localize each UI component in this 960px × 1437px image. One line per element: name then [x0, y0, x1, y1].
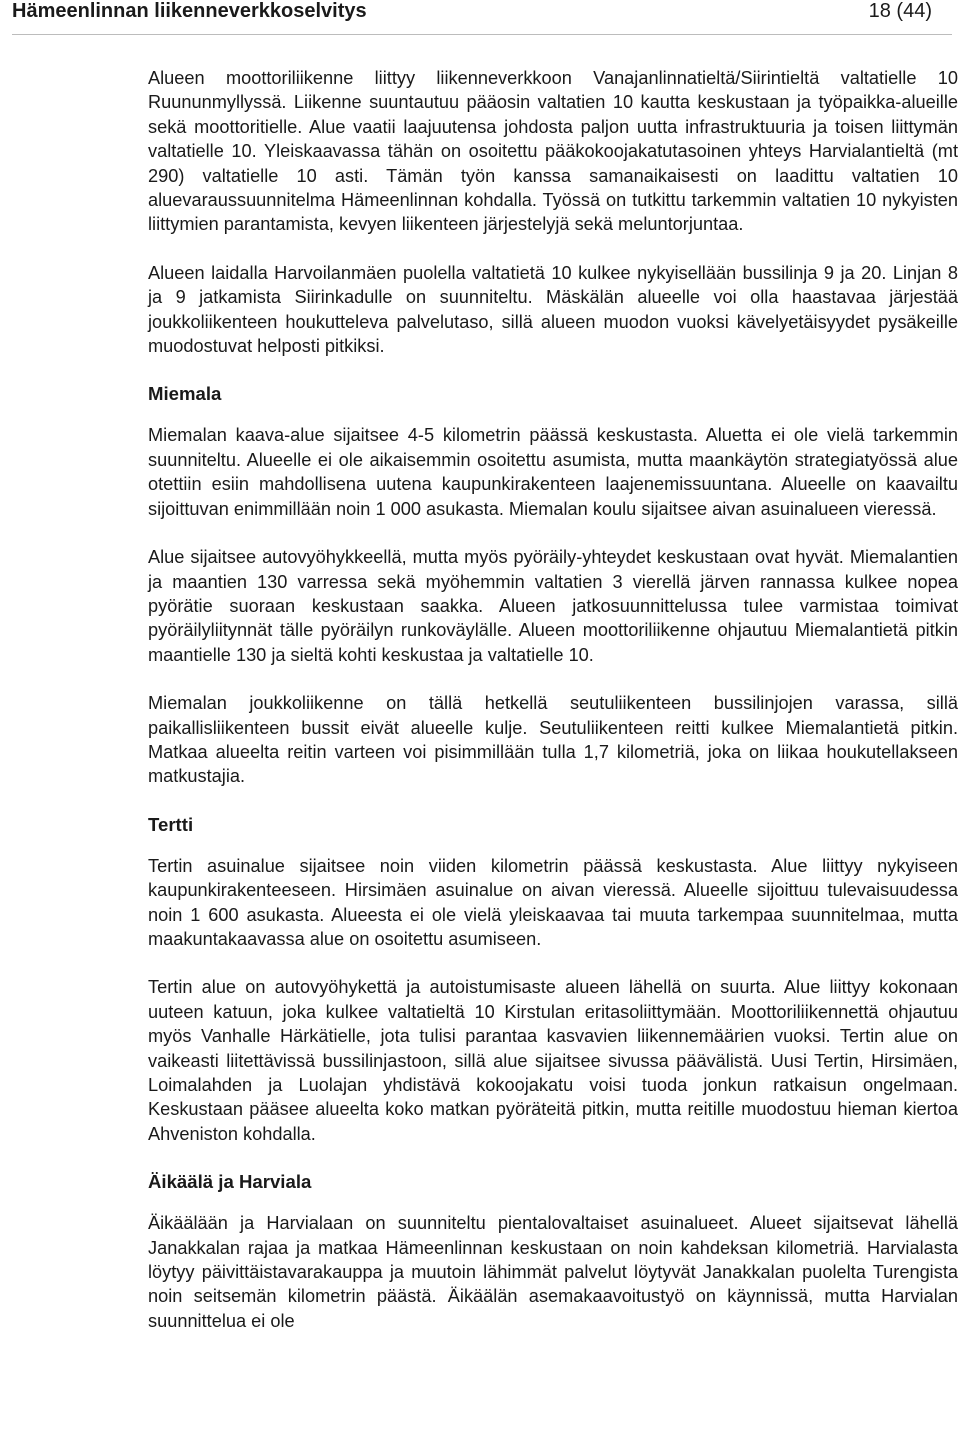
- heading-spacer: [148, 1194, 958, 1211]
- paragraph-miemala-1: Miemalan kaava-alue sijaitsee 4-5 kilometrin päässä keskustasta. Aluetta ei ole vielä tarkemmin suunniteltu. Alueelle ei ole aikaisemmin osoitettu asumista, mutta maankäytön strategiatyössä alue otettiin esiin mahdollisena uutena kaupunkirakenteen laajenemissuuntana. Alueelle on kaavailtu sijoittuvan enimmillään noin 1 000 asukasta. Miemalan koulu sijaitsee aivan asuinalueen vieressä.: [148, 425, 958, 519]
- paragraph-miemala-2: Alue sijaitsee autovyöhykkeellä, mutta myös pyöräily-yhteydet keskustaan ovat hyvät. Miemalantien ja maantien 130 varressa sekä myöhemmin valtatien 3 vierellä järven rannassa kulkee nopea pyörätie suoraan keskustaan saakka. Alueen jatkosuunnittelussa tulee varmistaa toimivat pyöräilyliitynnät tälle pyöräilyn runkoväylälle. Alueen moottoriliikenne ohjautuu Miemalantietä pitkin maantielle 130 ja sieltä kohti keskustaa ja valtatielle 10.: [148, 547, 958, 665]
- section-heading-tertti: Tertti: [148, 813, 194, 835]
- paragraph-spacer: [148, 1146, 958, 1170]
- heading-spacer: [148, 406, 958, 423]
- paragraph-spacer: [148, 358, 958, 382]
- paragraph-aikaala-1: Äikäälään ja Harvialaan on suunniteltu pientalovaltaiset asuinalueet. Alueet sijaitsevat lähellä Janakkalan rajaa ja matkaa Hämeenlinnan keskustaan on noin kahdeksan kilometriä. Harvialasta löytyy päivittäistavarakauppa ja muutoin lähimmät palvelut löytyvät Janakkalan puolelta Turengista noin seitsemän kilometrin päästä. Äikäälän asemakaavoitustyö on käynnissä, mutta Harvialan suunnittelua ei ole: [148, 1213, 958, 1331]
- section-heading-miemala: Miemala: [148, 383, 222, 405]
- paragraph-spacer: [148, 789, 958, 813]
- document-title: Hämeenlinnan liikenneverkkoselvitys: [12, 0, 367, 22]
- paragraph-intro-1: Alueen moottoriliikenne liittyy liikenneverkkoon Vanajanlinnatieltä/Siirintieltä valtatielle 10 Ruununmyllyssä. Liikenne suuntautuu pääosin valtatien 10 kautta keskustaan ja työpaikka-alueille sekä moottoritielle. Alue vaatii laajuutensa johdosta paljon uutta infrastruktuuria ja toisen liittymän valtatielle 10. Yleiskaavassa tähän on osoitettu pääkokoojakatutasoinen yhteys Harvialantieltä (mt 290) valtatielle 10 asti. Tämän työn kanssa samanaikaisesti on laadittu valtatien 10 aluevaraussuunnitelma Hämeenlinnan kohdalla. Työssä on tutkittu tarkemmin valtatien 10 nykyisten liittymien parantamista, kevyen liikenteen järjestelyjä sekä meluntorjuntaa.: [148, 68, 958, 235]
- paragraph-spacer: [148, 237, 958, 261]
- header-divider: [12, 34, 952, 35]
- paragraph-intro-2: Alueen laidalla Harvoilanmäen puolella valtatietä 10 kulkee nykyisellään bussilinja 9 ja 20. Linjan 8 ja 9 jatkamista Siirinkadulle on suunniteltu. Mäskälän alueelle voi olla haastavaa järjestää joukkoliikenteen houkutteleva palvelutaso, sillä alueen muodon vuoksi kävelyetäisyydet pysäkeille muodostuvat helposti pitkiksi.: [148, 262, 958, 357]
- paragraph-spacer: [148, 521, 958, 545]
- page-number: 18 (44): [868, 0, 932, 22]
- page-header: [0, 0, 960, 30]
- section-heading-aikaala-harviala: Äikäälä ja Harviala: [148, 1171, 312, 1193]
- paragraph-tertti-1: Tertin asuinalue sijaitsee noin viiden kilometrin päässä keskustasta. Alue liittyy nykyiseen kaupunkirakenteeseen. Hirsimäen asuinalue on aivan vieressä. Alueelle sijoittuu tulevaisuudessa noin 1 600 asukasta. Alueesta ei ole vielä yleiskaavaa tai muuta tarkempaa suunnitelmaa, mutta maakuntakaavassa alue on osoitettu asumiseen.: [148, 855, 958, 949]
- heading-spacer: [148, 837, 958, 854]
- paragraph-spacer: [148, 667, 958, 691]
- document-body: [148, 66, 958, 1333]
- paragraph-tertti-2: Tertin alue on autovyöhykettä ja autoistumisaste alueen lähellä on suurta. Alue liittyy kokonaan uuteen katuun, joka kulkee valtatieltä 10 Kirstulan eritasoliittymään. Moottoriliikennettä ohjautuu myös Vanhalle Härkätielle, jota tulisi parantaa kasvavien liikennemäärien vuoksi. Tertin alue on vaikeasti liitettävissä bussilinjastoon, sillä alue sijaitsee sivussa päävälistä. Uusi Tertin, Hirsimäen, Loimalahden ja Luolajan yhdistävä kokoojakatu voisi tuoda jonkun ratkaisun ongelmaan. Keskustaan pääsee alueelta koko matkan pyöräteitä pitkin, mutta reitille muodostuu hieman kiertoa Ahveniston kohdalla.: [148, 977, 958, 1144]
- paragraph-spacer: [148, 951, 958, 975]
- paragraph-miemala-3: Miemalan joukkoliikenne on tällä hetkellä seutuliikenteen bussilinjojen varassa, sillä paikallisliikenteen bussit eivät alueelle kulje. Seutuliikenteen reitti kulkee Miemalantietä pitkin. Matkaa alueelta reitin varteen voi pisimmillään tulla 1,7 kilometriä, joka on liikaa houkutellakseen matkustajia.: [148, 693, 958, 787]
